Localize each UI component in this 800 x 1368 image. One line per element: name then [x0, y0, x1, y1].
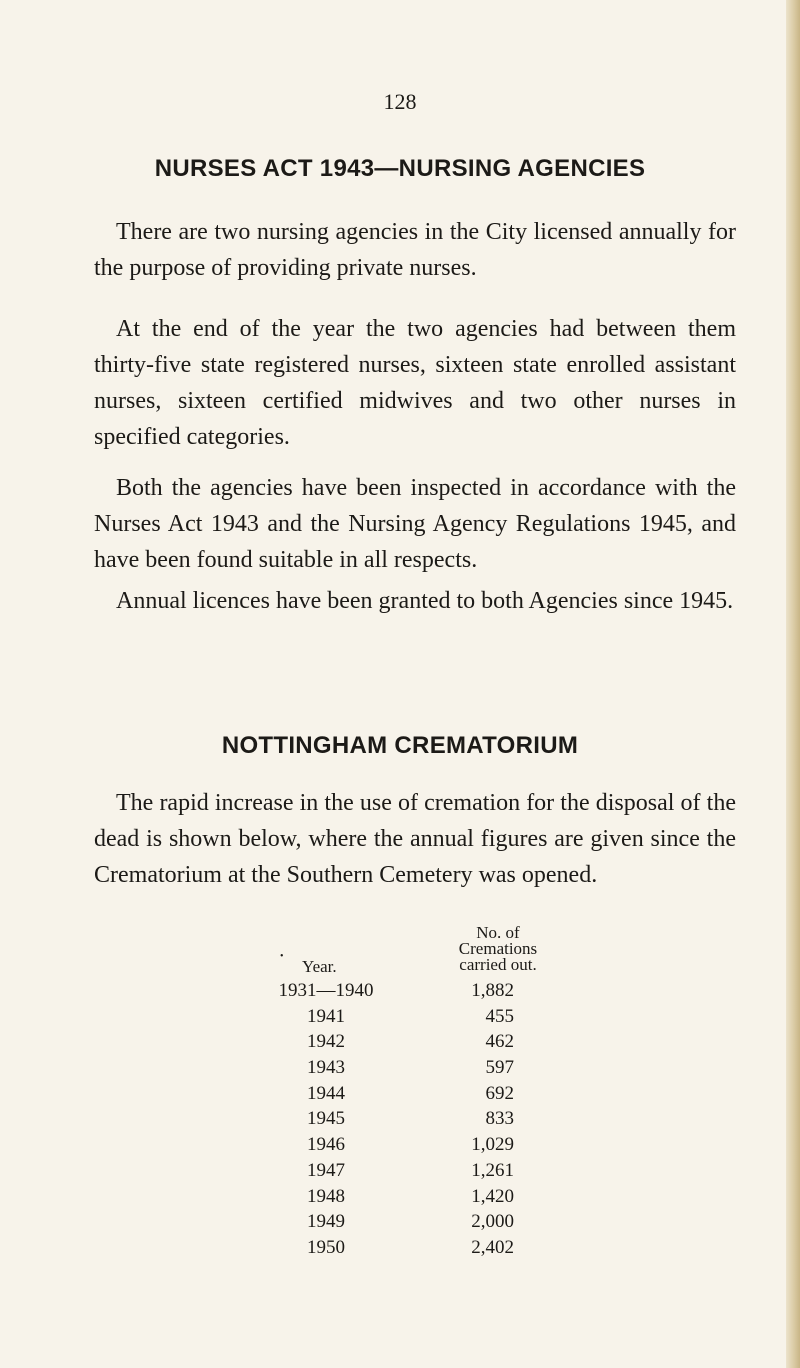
cremations-table [0, 980, 800, 1263]
year-cell: 1947 [307, 1159, 345, 1181]
paragraph: At the end of the year the two agencies had between them thirty-five state registered nurses, sixteen state enrolled assistant nurses, sixteen certified midwives and two other nurses in specified categories. [94, 316, 736, 450]
table-row [0, 1211, 800, 1237]
section-heading-crematorium: NOTTINGHAM CREMATORIUM [221, 732, 579, 759]
year-cell: 1945 [307, 1108, 345, 1130]
count-cell: 1,420 [471, 1185, 514, 1207]
count-cell: 462 [485, 1031, 514, 1053]
column-header-line: carried out. [459, 955, 537, 974]
count-cell: 2,402 [471, 1236, 514, 1258]
table-row [0, 1108, 800, 1134]
table-row [0, 1186, 800, 1212]
count-cell: 597 [485, 1057, 514, 1079]
count-cell: 833 [485, 1108, 514, 1130]
table-row [0, 980, 800, 1006]
table-row [0, 1006, 800, 1032]
column-header-year: Year. [302, 957, 337, 976]
table-row [0, 1160, 800, 1186]
print-mark: • [280, 951, 284, 962]
year-cell: 1946 [307, 1134, 345, 1156]
column-header-line: Cremations [458, 939, 538, 958]
count-cell: 1,029 [471, 1134, 514, 1156]
table-row [0, 1057, 800, 1083]
year-cell: 1950 [307, 1236, 345, 1258]
year-cell: 1948 [307, 1185, 345, 1207]
count-cell: 1,261 [471, 1159, 514, 1181]
table-row [0, 1083, 800, 1109]
paragraph: Both the agencies have been inspected in accordance with the Nurses Act 1943 and the Nursing Agency Regulations 1945, and have been found suitable in all respects. [94, 475, 736, 573]
section-heading-nursing-agencies: NURSES ACT 1943—NURSING AGENCIES [154, 155, 646, 182]
column-header-cremations [438, 925, 558, 973]
year-cell: 1949 [307, 1211, 345, 1233]
count-cell: 692 [485, 1082, 514, 1104]
year-cell: 1943 [307, 1057, 345, 1079]
paragraph: The rapid increase in the use of cremation for the disposal of the dead is shown below, where the annual figures are given since the Crematorium at the Southern Cemetery was opened. [94, 790, 736, 888]
paragraph: There are two nursing agencies in the City licensed annually for the purpose of providing private nurses. [94, 219, 736, 281]
paragraph: Annual licences have been granted to both Agencies since 1945. [116, 588, 734, 614]
year-cell: 1944 [307, 1082, 345, 1104]
year-cell: 1942 [307, 1031, 345, 1053]
table-row [0, 1134, 800, 1160]
column-header-line: No. of [476, 923, 520, 942]
table-row [0, 1031, 800, 1057]
count-cell: 2,000 [471, 1211, 514, 1233]
year-cell: 1941 [307, 1005, 345, 1027]
count-cell: 455 [485, 1005, 514, 1027]
count-cell: 1,882 [471, 980, 514, 1001]
page-number: 128 [383, 89, 417, 114]
year-cell: 1931—1940 [278, 980, 374, 1001]
table-row [0, 1237, 800, 1263]
